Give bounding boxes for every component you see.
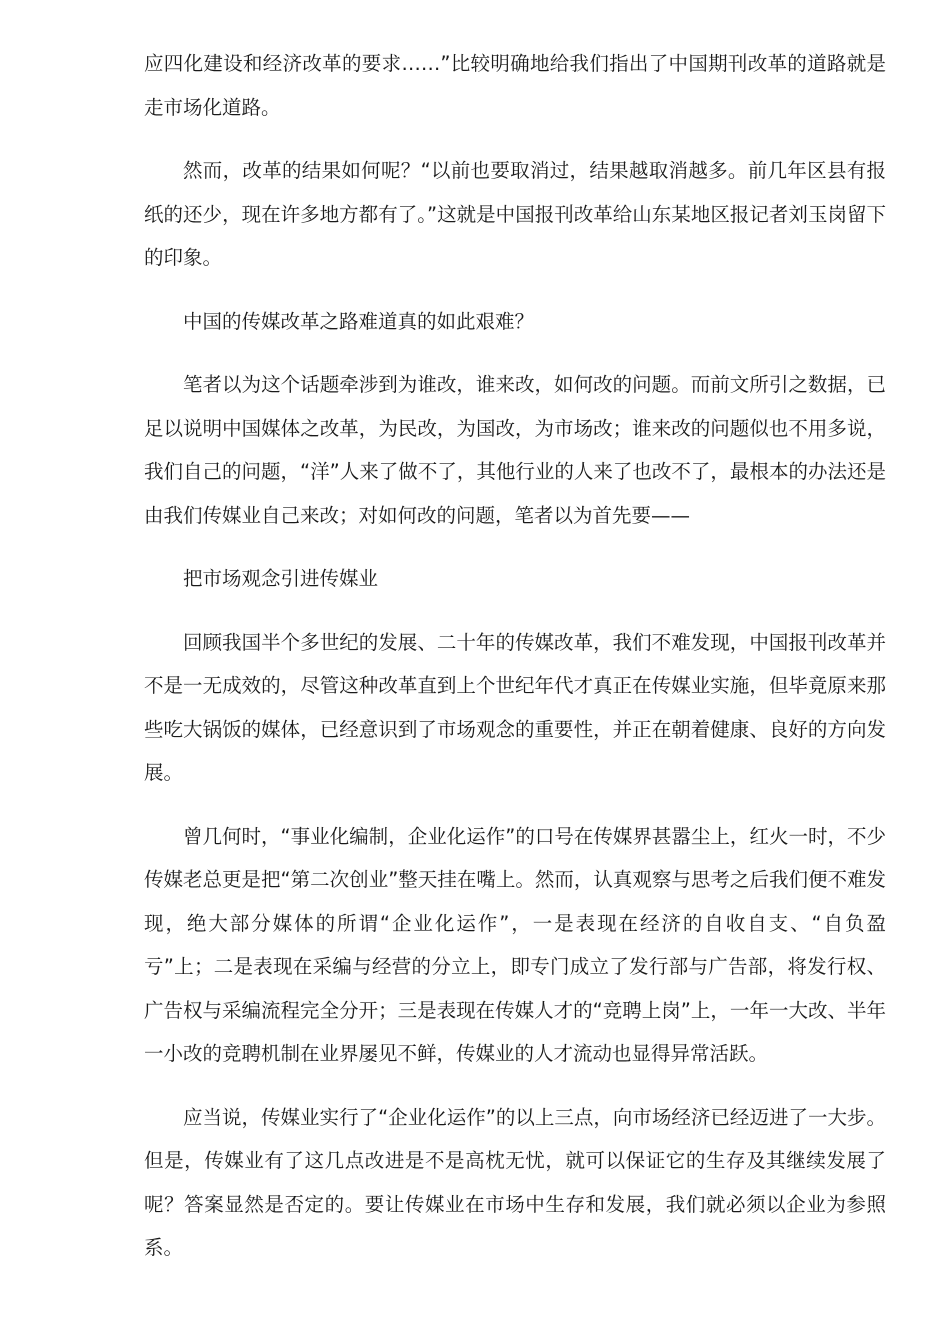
paragraph-continued: 应四化建设和经济改革的要求……”比较明确地给我们指出了中国期刊改革的道路就是走市场化道路。 [144,52,886,119]
section-heading: 把市场观念引进传媒业 [183,567,379,590]
paragraph-question: 中国的传媒改革之路难道真的如此艰难？ [183,309,535,333]
paragraph: 然而，改革的结果如何呢？“以前也要取消过，结果越取消越多。前几年区县有报纸的还少，现在许多地方都有了。”这就是中国报刊改革给山东某地区报记者刘玉岗留下的印象。 [144,159,886,269]
paragraph: 笔者以为这个话题牵涉到为谁改，谁来改，如何改的问题。而前文所引之数据，已足以说明中国媒体之改革，为民改，为国改，为市场改；谁来改的问题似也不用多说，我们自己的问题，“洋”人来了做不了，其他行业的人来了也改不了，最根本的办法还是由我们传媒业自己来改；对如何改的问题，笔者以为首先要—— [144,373,886,527]
body-text [144,42,886,1290]
paragraph: 曾几何时，“事业化编制，企业化运作”的口号在传媒界甚嚣尘上，红火一时，不少传媒老总更是把“第二次创业”整天挂在嘴上。然而，认真观察与思考之后我们便不难发现，绝大部分媒体的所谓“企业化运作”，一是表现在经济的自收自支、“自负盈亏”上；二是表现在采编与经营的分立上，即专门成立了发行部与广告部，将发行权、广告权与采编流程完全分开；三是表现在传媒人才的“竞聘上岗”上，一年一大改、半年一小改的竞聘机制在业界屡见不鲜，传媒业的人才流动也显得异常活跃。 [144,824,886,1065]
paragraph: 应当说，传媒业实行了“企业化运作”的以上三点，向市场经济已经迈进了一大步。但是，传媒业有了这几点改进是不是高枕无忧，就可以保证它的生存及其继续发展了呢？答案显然是否定的。要让传媒业在市场中生存和发展，我们就必须以企业为参照系。 [144,1105,886,1259]
paragraph: 回顾我国半个多世纪的发展、二十年的传媒改革，我们不难发现，中国报刊改革并不是一无成效的，尽管这种改革直到上个世纪年代才真正在传媒业实施，但毕竟原来那些吃大锅饭的媒体，已经意识到了市场观念的重要性，并正在朝着健康、良好的方向发展。 [144,630,886,784]
